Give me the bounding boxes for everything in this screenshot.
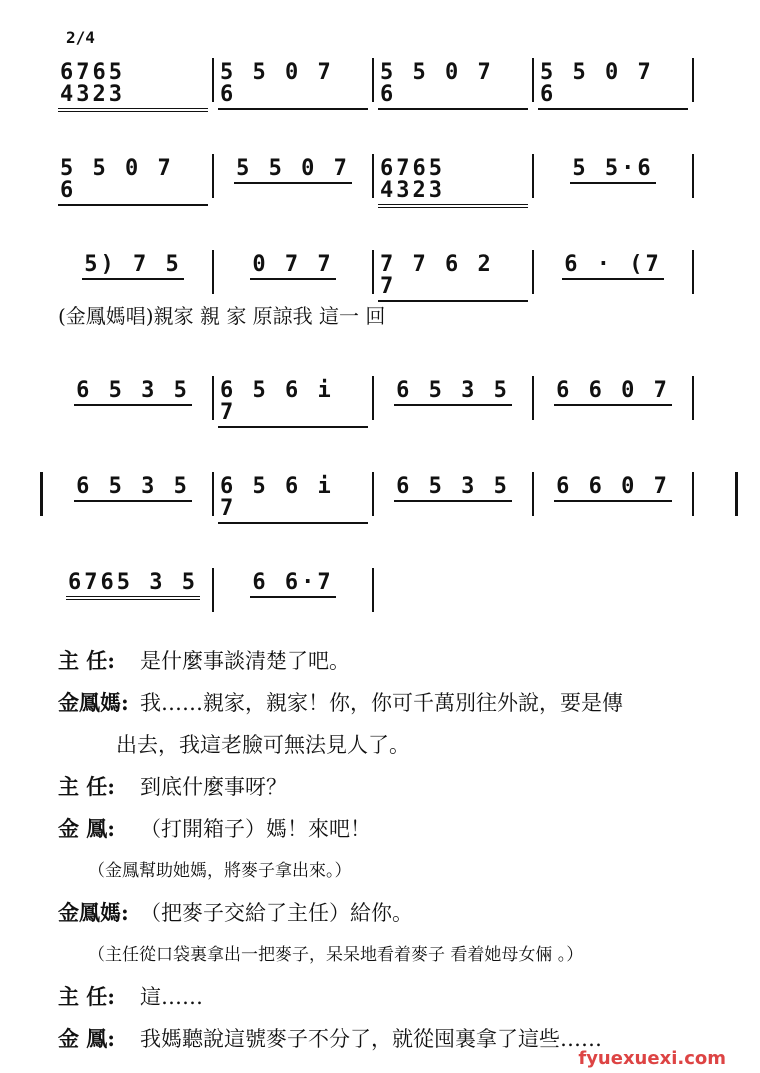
dialogue-line: 主 任: 是什麼事談清楚了吧。 — [58, 648, 350, 673]
dialogue-line: 主 任: 到底什麼事呀？ — [58, 774, 287, 799]
score-row — [58, 538, 728, 634]
measure: 5) 7 5 — [82, 254, 183, 280]
measure: 6 6·7 — [250, 572, 335, 598]
measure: 6 5 6 i 7 — [218, 380, 368, 428]
dialogue-line: 出去，我這老臉可無法見人了。 — [116, 733, 410, 757]
stage-direction: （主任從口袋裏拿出一把麥子，呆呆地看着麥子 看着她母女倆 。） — [88, 945, 584, 965]
dialogue — [58, 640, 738, 1060]
repeat-start — [40, 472, 53, 516]
measure: 6 6 0 7 — [554, 380, 672, 406]
measure: 6765 4323 — [58, 62, 208, 112]
measure: 6 6 0 7 — [554, 476, 672, 502]
score-row — [58, 124, 728, 220]
measure: 0 7 7 — [250, 254, 335, 280]
measure: 6765 4323 — [378, 158, 528, 208]
measure: 5 5 0 7 6 — [538, 62, 688, 110]
watermark: fyuexuexi.com — [578, 1048, 726, 1069]
measure: 5 5·6 — [570, 158, 655, 184]
dialogue-line: 金鳳媽: 我……親家，親家！你，你可千萬別往外說，要是傳 — [58, 690, 623, 715]
measure: 7 7 6 2 7 — [378, 254, 528, 302]
dialogue-line: 金鳳媽: （把麥子交給了主任）給你。 — [58, 900, 413, 925]
score-row — [58, 346, 728, 442]
repeat-end — [725, 472, 738, 516]
score-row — [58, 442, 728, 538]
time-signature: 2/4 — [66, 28, 95, 47]
measure: 6 5 6 i 7 — [218, 476, 368, 524]
measure: 5 5 0 7 6 — [58, 158, 208, 206]
measure: 5 5 0 7 6 — [218, 62, 368, 110]
measure: 6765 3 5 — [66, 572, 200, 600]
measure: 6 5 3 5 — [74, 380, 192, 406]
dialogue-line: 主 任: 這…… — [58, 984, 203, 1009]
measure: 6 5 3 5 — [394, 380, 512, 406]
measure: 6 5 3 5 — [74, 476, 192, 502]
measure: 6 · (7 — [562, 254, 663, 280]
stage-direction: （金鳳幫助她媽，將麥子拿出來。） — [88, 861, 352, 881]
measure: 6 5 3 5 — [394, 476, 512, 502]
measure: 5 5 0 7 6 — [378, 62, 528, 110]
score-row — [58, 28, 728, 124]
dialogue-line: 金 鳳: （打開箱子）媽！來吧！ — [58, 816, 371, 841]
lyric-line: (金鳳媽唱)親家 親 家 原諒我 這一 回 — [58, 304, 386, 328]
measure: 5 5 0 7 — [234, 158, 352, 184]
dialogue-line: 金 鳳: 我媽聽說這號麥子不分了，就從囤裏拿了這些…… — [58, 1026, 602, 1051]
jianpu-score — [58, 28, 728, 634]
